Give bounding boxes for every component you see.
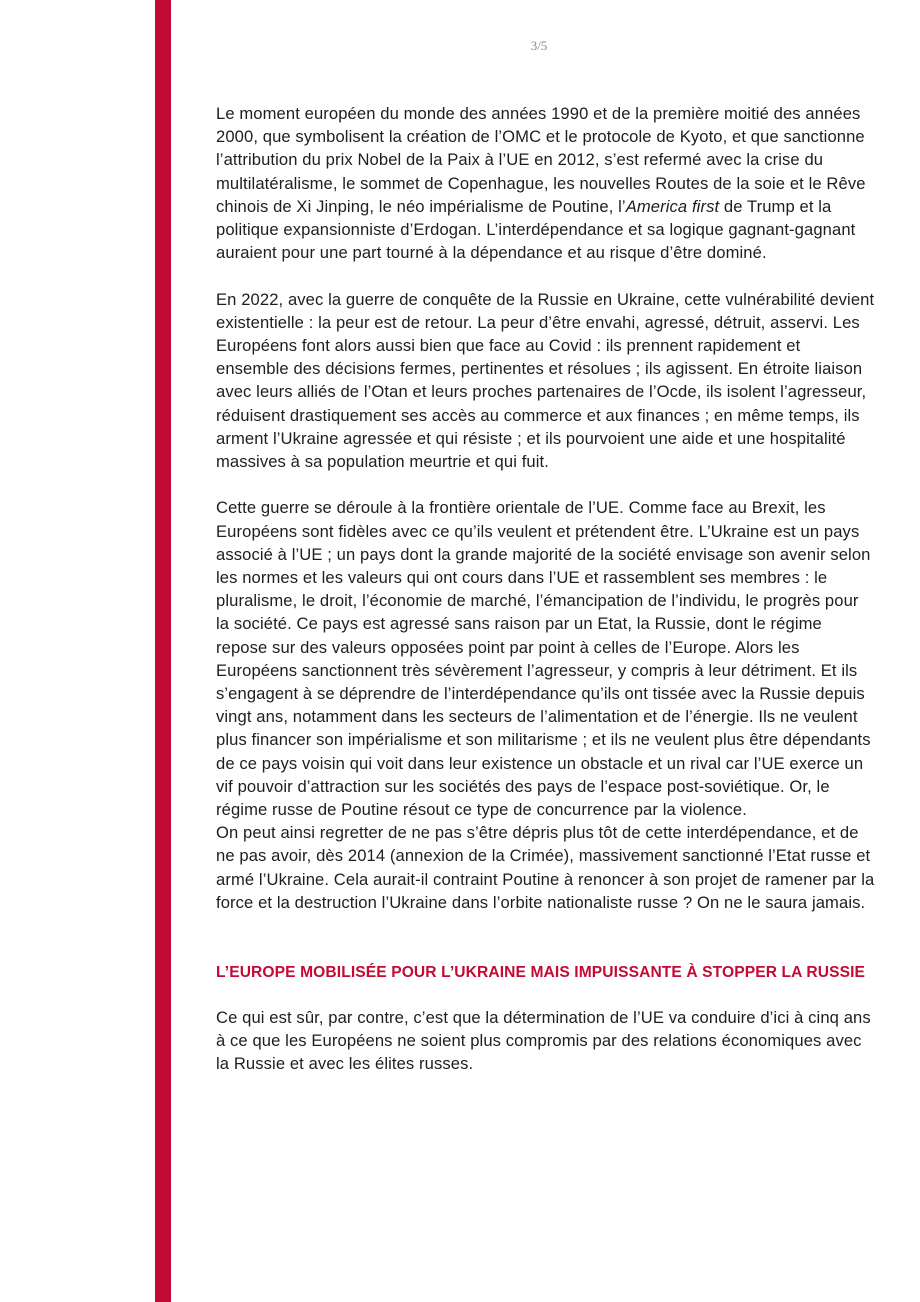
paragraph-1-part-b: de Trump et la politique expansionniste d’Erdogan. L’interdépendance et sa logique gagnant-gagnant auraient pour une part tourné à la dépendance et au risque d’être dominé. xyxy=(216,196,856,263)
section-heading: L’EUROPE MOBILISÉE POUR L’UKRAINE MAIS IMPUISSANTE À STOPPER LA RUSSIE xyxy=(216,964,866,982)
paragraph-4: On peut ainsi regretter de ne pas s’être dépris plus tôt de cette interdépendance, et de ne pas avoir, dès 2014 (annexion de la Crimée), massivement sanctionné l’Etat russe et armé l’Ukraine. Cela aurait-il contraint Poutine à renoncer à son projet de ramener par la force et la destruction l’Ukraine dans l’orbite nationaliste russe ? On ne le saura jamais. xyxy=(216,823,875,912)
paragraph-5: Ce qui est sûr, par contre, c’est que la détermination de l’UE va conduire d’ici à cinq ans à ce que les Européens ne soient plus compromis par des relations économiques avec la Russie et avec les élites russes. xyxy=(216,1008,871,1074)
paragraph-1 xyxy=(216,102,876,264)
paragraph-1-emphasis: America first xyxy=(625,196,720,216)
paragraph-1-part-a: Le moment européen du monde des années 1990 et de la première moitié des années 2000, que symbolisent la création de l’OMC et le protocole de Kyoto, et que sanctionne l’attribution du prix Nobel de la Paix à l’UE en 2012, s’est refermé avec la crise du multilatéralisme, le sommet de Copenhague, les nouvelles Routes de la soie et le Rêve chinois de Xi Jinping, le néo impérialisme de Poutine, l’ xyxy=(216,104,866,216)
page-number: 3/5 xyxy=(530,38,548,53)
article-body xyxy=(216,102,876,1076)
paragraph-3: Cette guerre se déroule à la frontière orientale de l’UE. Comme face au Brexit, les Européens sont fidèles avec ce qu’ils veulent et prétendent être. L’Ukraine est un pays associé à l’UE ; un pays dont la grande majorité de la société envisage son avenir selon les normes et les valeurs qui ont cours dans l’UE et rassemblent ses membres : le pluralisme, le droit, l’économie de marché, l’émancipation de l’individu, le progrès pour la société. Ce pays est agressé sans raison par un Etat, la Russie, dont le régime repose sur des valeurs opposées point par point à celles de l’Europe. Alors les Européens sanctionnent très sévèrement l’agresseur, y compris à leur détriment. Et ils s’engagent à se déprendre de l’interdépendance qu’ils ont tissée avec la Russie depuis vingt ans, notamment dans les secteurs de l’alimentation et de l’énergie. Ils ne veulent plus financer son impérialisme et son militarisme ; et ils ne veulent plus être dépendants de ce pays voisin qui voit dans leur existence un obstacle et un rival car l’UE exerce un vif pouvoir d’attraction sur les sociétés des pays de l’espace post-soviétique. Or, le régime russe de Poutine résout ce type de concurrence par la violence. xyxy=(216,498,871,820)
accent-side-bar xyxy=(155,0,171,1302)
paragraph-2: En 2022, avec la guerre de conquête de la Russie en Ukraine, cette vulnérabilité devient existentielle : la peur est de retour. La peur d’être envahi, agressé, détruit, asservi. Les Européens font alors aussi bien que face au Covid : ils prennent rapidement et ensemble des décisions fermes, pertinentes et résolues ; ils agissent. En étroite liaison avec leurs alliés de l’Otan et leurs proches partenaires de l’Ocde, ils isolent l’agresseur, réduisent drastiquement ses accès au commerce et aux finances ; en même temps, ils arment l’Ukraine agressée et qui résiste ; et ils pourvoient une aide et une hospitalité massives à sa population meurtrie et qui fuit. xyxy=(216,289,875,472)
